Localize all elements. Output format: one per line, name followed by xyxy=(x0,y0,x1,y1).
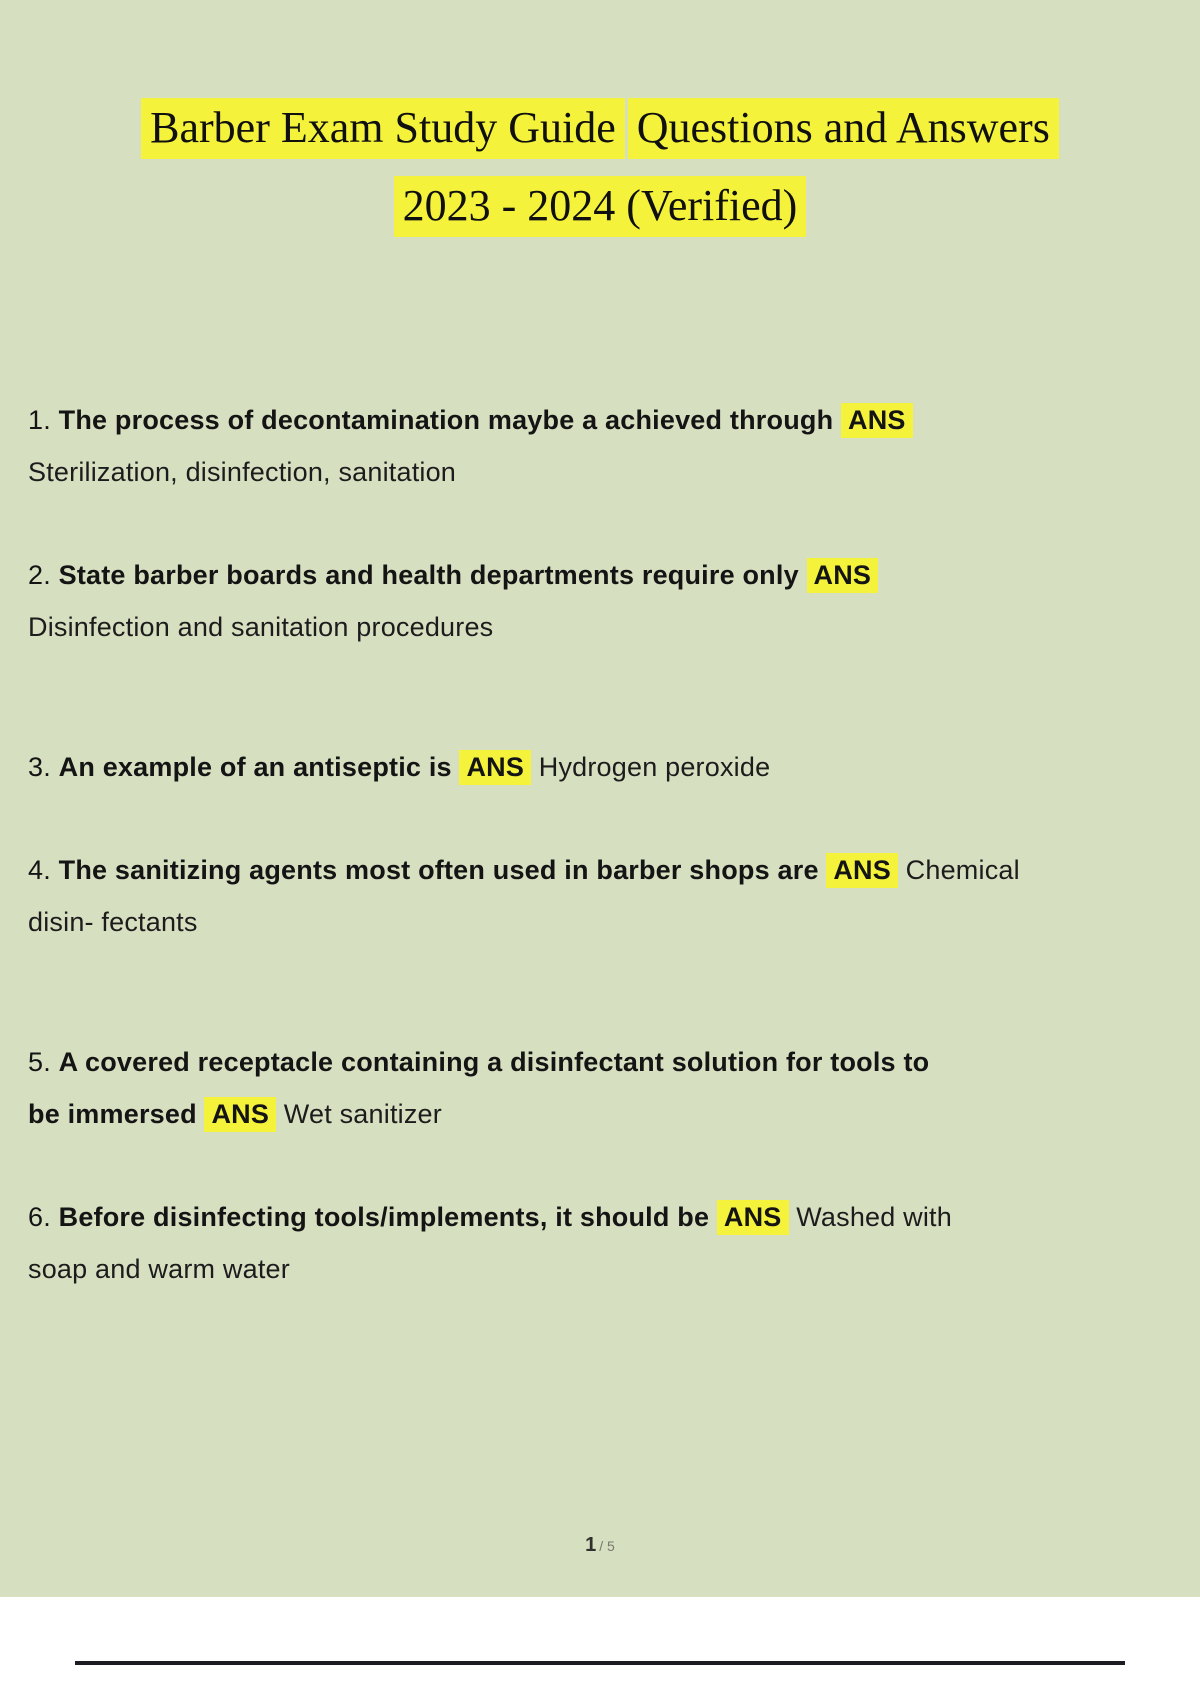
ans-label: ANS xyxy=(204,1097,276,1132)
ans-label: ANS xyxy=(717,1200,789,1235)
title-text: Questions and Answers xyxy=(628,98,1059,159)
answer-text: disin- fectants xyxy=(28,907,198,937)
answer-text: soap and warm water xyxy=(28,1254,290,1284)
title-text: 2023 - 2024 (Verified) xyxy=(394,176,807,237)
question-number: 3. xyxy=(28,752,59,782)
ans-label: ANS xyxy=(841,403,913,438)
question-text: The process of decontamination maybe a achieved through xyxy=(58,405,841,435)
qa-line xyxy=(28,1036,1172,1088)
question-text: be immersed xyxy=(28,1099,205,1129)
qa-line xyxy=(28,549,1172,601)
qa-item xyxy=(28,1191,1172,1295)
qa-item xyxy=(28,549,1172,653)
qa-line xyxy=(28,1243,1172,1295)
page-margin-area xyxy=(0,1597,1200,1700)
answer-text: Sterilization, disinfection, sanitation xyxy=(28,457,457,487)
answer-text: Hydrogen peroxide xyxy=(531,752,771,782)
qa-line xyxy=(28,1191,1172,1243)
question-list xyxy=(0,394,1200,1295)
divider-line xyxy=(75,1661,1125,1665)
qa-line xyxy=(28,741,1172,793)
page-number: 1 xyxy=(585,1534,597,1556)
question-text: A covered receptacle containing a disinfectant solution for tools to xyxy=(58,1047,930,1077)
question-text: An example of an antiseptic is xyxy=(58,752,460,782)
qa-item xyxy=(28,844,1172,948)
title-text: Barber Exam Study Guide xyxy=(141,98,625,159)
qa-item xyxy=(28,741,1172,793)
qa-line xyxy=(28,896,1172,948)
page-total: / 5 xyxy=(599,1538,615,1554)
question-number: 1. xyxy=(28,405,59,435)
question-number: 6. xyxy=(28,1202,59,1232)
qa-item xyxy=(28,1036,1172,1140)
question-text: The sanitizing agents most often used in barber shops are xyxy=(58,855,827,885)
qa-line xyxy=(28,844,1172,896)
question-text: State barber boards and health departments require only xyxy=(58,560,807,590)
title-line-1 xyxy=(0,103,1200,152)
question-text: Before disinfecting tools/implements, it should be xyxy=(58,1202,717,1232)
answer-text: Washed with xyxy=(788,1202,952,1232)
qa-line xyxy=(28,1088,1172,1140)
question-number: 5. xyxy=(28,1047,59,1077)
question-number: 4. xyxy=(28,855,59,885)
question-number: 2. xyxy=(28,560,59,590)
ans-label: ANS xyxy=(459,750,531,785)
document-title xyxy=(0,0,1200,228)
qa-line xyxy=(28,446,1172,498)
ans-label: ANS xyxy=(826,853,898,888)
title-line-2 xyxy=(0,181,1200,230)
ans-label: ANS xyxy=(807,558,879,593)
qa-line xyxy=(28,601,1172,653)
answer-text: Wet sanitizer xyxy=(276,1099,442,1129)
qa-item xyxy=(28,394,1172,498)
page-footer xyxy=(0,1534,1200,1557)
qa-line xyxy=(28,394,1172,446)
answer-text: Disinfection and sanitation procedures xyxy=(28,612,494,642)
answer-text: Chemical xyxy=(897,855,1020,885)
